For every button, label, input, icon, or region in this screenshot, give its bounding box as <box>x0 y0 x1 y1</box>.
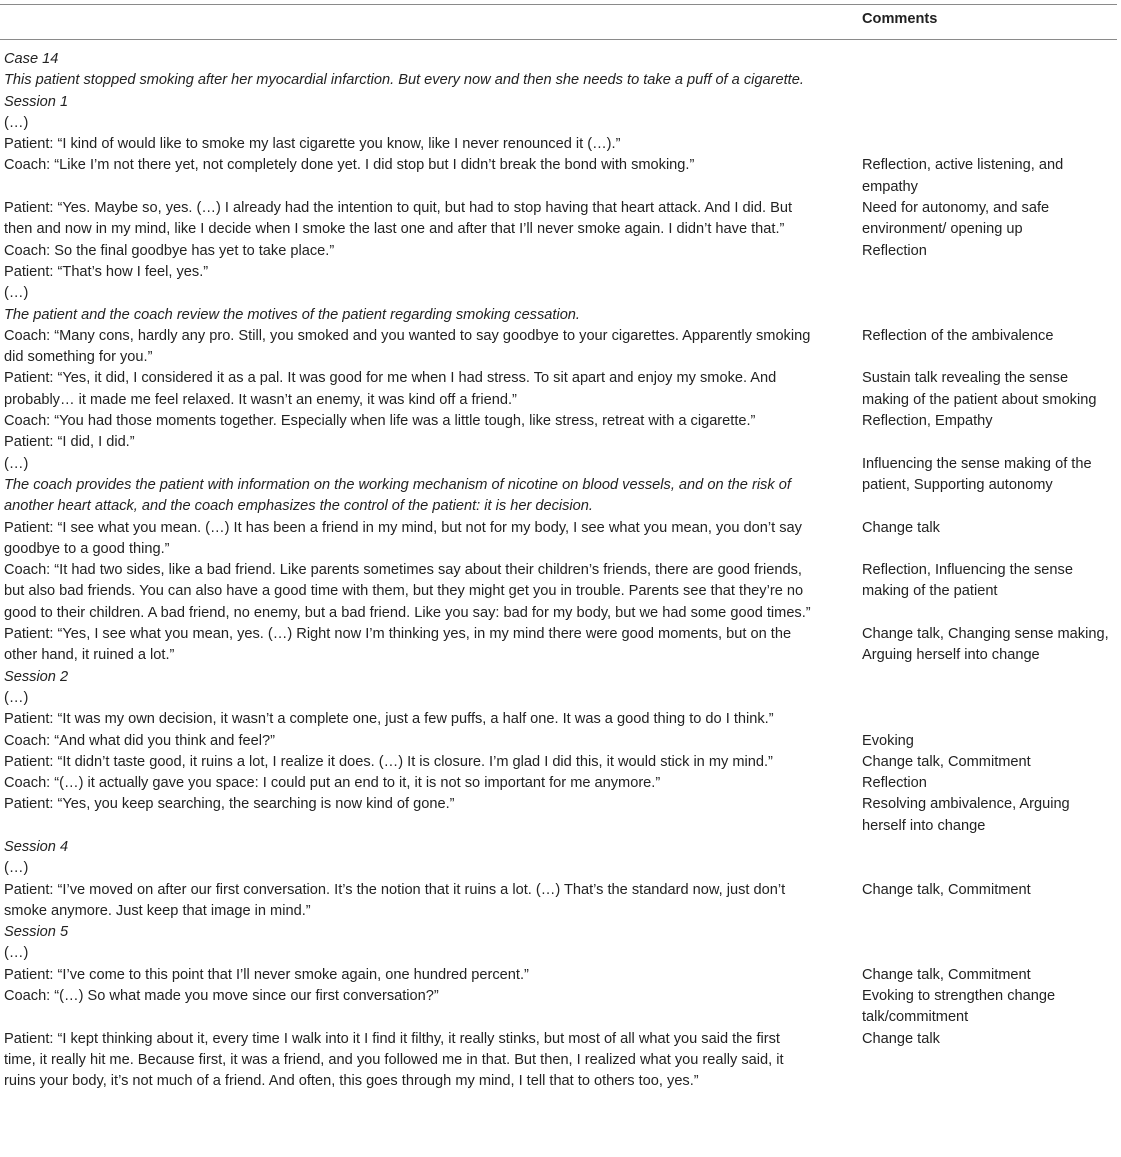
dialogue-text: Coach: “You had those moments together. Especially when life was a little tough, like stress, retreat with a cigarette.” <box>4 413 756 430</box>
dialogue-cell <box>4 773 862 794</box>
table-row <box>4 134 1121 155</box>
dialogue-text: Patient: “Yes, you keep searching, the searching is now kind of gone.” <box>4 796 455 813</box>
table-row <box>4 411 1121 432</box>
table-row <box>4 624 1121 667</box>
table-row <box>4 794 1121 837</box>
table-row <box>4 432 1121 453</box>
dialogue-cell <box>4 49 862 70</box>
dialogue-cell <box>4 922 862 943</box>
dialogue-cell <box>4 92 862 113</box>
table-row <box>4 688 1121 709</box>
comment-cell: Change talk, Commitment <box>862 753 1031 770</box>
comment-cell: Reflection, Empathy <box>862 413 993 430</box>
comment-cell: Reflection <box>862 775 927 792</box>
table-row <box>4 70 1121 91</box>
table-row <box>4 198 1121 241</box>
dialogue-cell <box>4 986 862 1007</box>
table-row <box>4 454 1121 518</box>
dialogue-cell <box>4 667 862 688</box>
table-row <box>4 1029 1121 1093</box>
dialogue-cell <box>4 198 862 241</box>
table-row <box>4 155 1121 198</box>
dialogue-text: (…) <box>4 285 29 302</box>
dialogue-cell <box>4 943 862 964</box>
dialogue-cell <box>4 794 862 815</box>
dialogue-text: Coach: “It had two sides, like a bad friend. Like parents sometimes say about their children’s friends, there are good friends, but also bad friends. You can also have a good time with them, but they might get you in trouble. Parents see that they’re no good to their children. A bad friend, no enemy, but a bad friend. Like you say: bad for my body, but we had some good times.” <box>4 562 811 621</box>
dialogue-text: (…) <box>4 945 29 962</box>
comment-cell: Change talk, Changing sense making, Arguing herself into change <box>862 626 1109 664</box>
dialogue-text: Patient: “Yes. Maybe so, yes. (…) I already had the intention to quit, but had to stop having that heart attack. And I did. But then and now in my mind, like I decide when I smoke the last one and after that I’ll never smoke again. I didn’t have that.” <box>4 200 792 238</box>
dialogue-text: (…) <box>4 455 29 472</box>
dialogue-cell <box>4 70 862 91</box>
dialogue-text: Patient: “I did, I did.” <box>4 434 135 451</box>
comment-cell: Evoking <box>862 732 914 749</box>
dialogue-text: Coach: “(…) So what made you move since our first conversation?” <box>4 988 439 1005</box>
table-row <box>4 305 1121 326</box>
dialogue-cell <box>4 326 862 369</box>
table-row <box>4 92 1121 113</box>
dialogue-cell <box>4 752 862 773</box>
table-row <box>4 241 1121 262</box>
dialogue-text: Coach: “Many cons, hardly any pro. Still, you smoked and you wanted to say goodbye to your cigarettes. Apparently smoking did something for you.” <box>4 327 811 366</box>
comment-cell: Change talk <box>862 519 940 536</box>
dialogue-cell <box>4 560 862 624</box>
comments-header: Comments <box>862 11 938 27</box>
dialogue-text: Patient: “It was my own decision, it wasn’t a complete one, just a few puffs, a half one. It was a good thing to do I think.” <box>4 711 774 728</box>
table-row <box>4 262 1121 283</box>
table-row <box>4 49 1121 70</box>
dialogue-cell <box>4 1029 862 1093</box>
italic-note: Session 5 <box>4 924 69 941</box>
table-row <box>4 922 1121 943</box>
dialogue-cell <box>4 709 862 730</box>
table-row <box>4 986 1121 1029</box>
comment-cell: Reflection, Influencing the sense making of the patient <box>862 562 1073 600</box>
dialogue-text: Coach: “And what did you think and feel?” <box>4 732 275 749</box>
comment-cell: Change talk <box>862 1030 940 1047</box>
table-row <box>4 667 1121 688</box>
dialogue-text: Patient: “I kind of would like to smoke my last cigarette you know, like I never renounced it (…).” <box>4 136 621 153</box>
italic-note: This patient stopped smoking after her myocardial infarction. But every now and then she needs to take a puff of a cigarette. <box>4 72 804 89</box>
table-top-rule <box>0 4 1117 5</box>
table-row <box>4 752 1121 773</box>
dialogue-text: Patient: “I’ve moved on after our first conversation. It’s the notion that it ruins a lot. (…) That’s the standard now, just don’t smoke anymore. Just keep that image in mind.” <box>4 881 786 919</box>
dialogue-cell <box>4 688 862 709</box>
dialogue-cell <box>4 454 862 518</box>
dialogue-cell <box>4 305 862 326</box>
table-row <box>4 709 1121 730</box>
dialogue-text: Patient: “That’s how I feel, yes.” <box>4 263 209 280</box>
dialogue-text: Coach: So the final goodbye has yet to take place.” <box>4 242 335 259</box>
italic-note: Session 1 <box>4 93 69 110</box>
comment-cell: Need for autonomy, and safe environment/ opening up <box>862 200 1050 238</box>
comment-cell: Influencing the sense making of the patient, Supporting autonomy <box>862 455 1092 493</box>
comment-cell: Reflection <box>862 242 927 259</box>
dialogue-cell <box>4 283 862 304</box>
comment-cell: Resolving ambivalence, Arguing herself into change <box>862 796 1070 834</box>
table-row <box>4 837 1121 858</box>
table-row <box>4 943 1121 964</box>
comment-cell: Change talk, Commitment <box>862 966 1031 983</box>
dialogue-text: Patient: “I kept thinking about it, every time I walk into it I find it filthy, it really stinks, but most of all what you said the first time, it really hit me. Because first, it was a friend, and you followed me in that. But then, I realized what you really said, it ruins your body, it’s not much of a friend. And often, this goes through my mind, I tell that to others too, yes.” <box>4 1030 784 1090</box>
dialogue-cell <box>4 731 862 752</box>
italic-note: Session 4 <box>4 838 69 855</box>
table-row <box>4 283 1121 304</box>
dialogue-cell <box>4 965 862 986</box>
italic-note: Session 2 <box>4 668 69 685</box>
table-row <box>4 368 1121 411</box>
italic-note: Case 14 <box>4 51 59 67</box>
dialogue-text: Patient: “It didn’t taste good, it ruins a lot, I realize it does. (…) It is closure. I’m glad I did this, it would stick in my mind.” <box>4 753 773 770</box>
dialogue-cell <box>4 880 862 923</box>
dialogue-cell <box>4 241 862 262</box>
comment-cell: Reflection, active listening, and empathy <box>862 157 1064 195</box>
dialogue-cell <box>4 155 862 176</box>
dialogue-cell <box>4 113 862 134</box>
italic-note: The patient and the coach review the motives of the patient regarding smoking cessation. <box>4 306 580 323</box>
dialogue-cell <box>4 411 862 432</box>
comment-cell: Change talk, Commitment <box>862 881 1031 898</box>
table-row <box>4 113 1121 134</box>
comment-cell: Evoking to strengthen change talk/commitment <box>862 988 1056 1026</box>
dialogue-text: Patient: “I see what you mean. (…) It has been a friend in my mind, but not for my body, I see what you mean, you don’t say goodbye to a good thing.” <box>4 519 802 557</box>
dialogue-text: (…) <box>4 689 29 706</box>
dialogue-text: Coach: “Like I’m not there yet, not completely done yet. I did stop but I didn’t break the bond with smoking.” <box>4 157 695 174</box>
dialogue-cell <box>4 432 862 453</box>
dialogue-cell <box>4 368 862 411</box>
table-row <box>4 326 1121 369</box>
table-row <box>4 858 1121 879</box>
dialogue-text: Patient: “I’ve come to this point that I’ll never smoke again, one hundred percent.” <box>4 966 529 983</box>
table-body <box>4 49 1121 1093</box>
table-row <box>4 880 1121 923</box>
table-row <box>4 773 1121 794</box>
dialogue-cell <box>4 262 862 283</box>
comment-cell: Sustain talk revealing the sense making of the patient about smoking <box>862 370 1097 408</box>
dialogue-text: (…) <box>4 860 29 877</box>
dialogue-text: Coach: “(…) it actually gave you space: I could put an end to it, it is not so important for me anymore.” <box>4 775 661 792</box>
italic-note: The coach provides the patient with information on the working mechanism of nicotine on blood vessels, and on the risk of another heart attack, and the coach emphasizes the control of the patient: it is her decision. <box>4 476 791 515</box>
comment-cell: Reflection of the ambivalence <box>862 327 1054 344</box>
dialogue-cell <box>4 134 862 155</box>
dialogue-text: Patient: “Yes, it did, I considered it as a pal. It was good for me when I had stress. To sit apart and enjoy my smoke. And probably… it made me feel relaxed. It wasn’t an enemy, it was kind off a friend.” <box>4 370 777 408</box>
table-row <box>4 560 1121 624</box>
table-row <box>4 518 1121 561</box>
dialogue-cell <box>4 624 862 667</box>
dialogue-cell <box>4 858 862 879</box>
dialogue-cell <box>4 837 862 858</box>
dialogue-text: Patient: “Yes, I see what you mean, yes. (…) Right now I’m thinking yes, in my mind there were good moments, but on the other hand, it ruined a lot.” <box>4 626 792 664</box>
dialogue-cell <box>4 518 862 561</box>
table-row <box>4 731 1121 752</box>
dialogue-text: (…) <box>4 114 29 131</box>
table-row <box>4 965 1121 986</box>
table-header-rule <box>0 39 1117 40</box>
